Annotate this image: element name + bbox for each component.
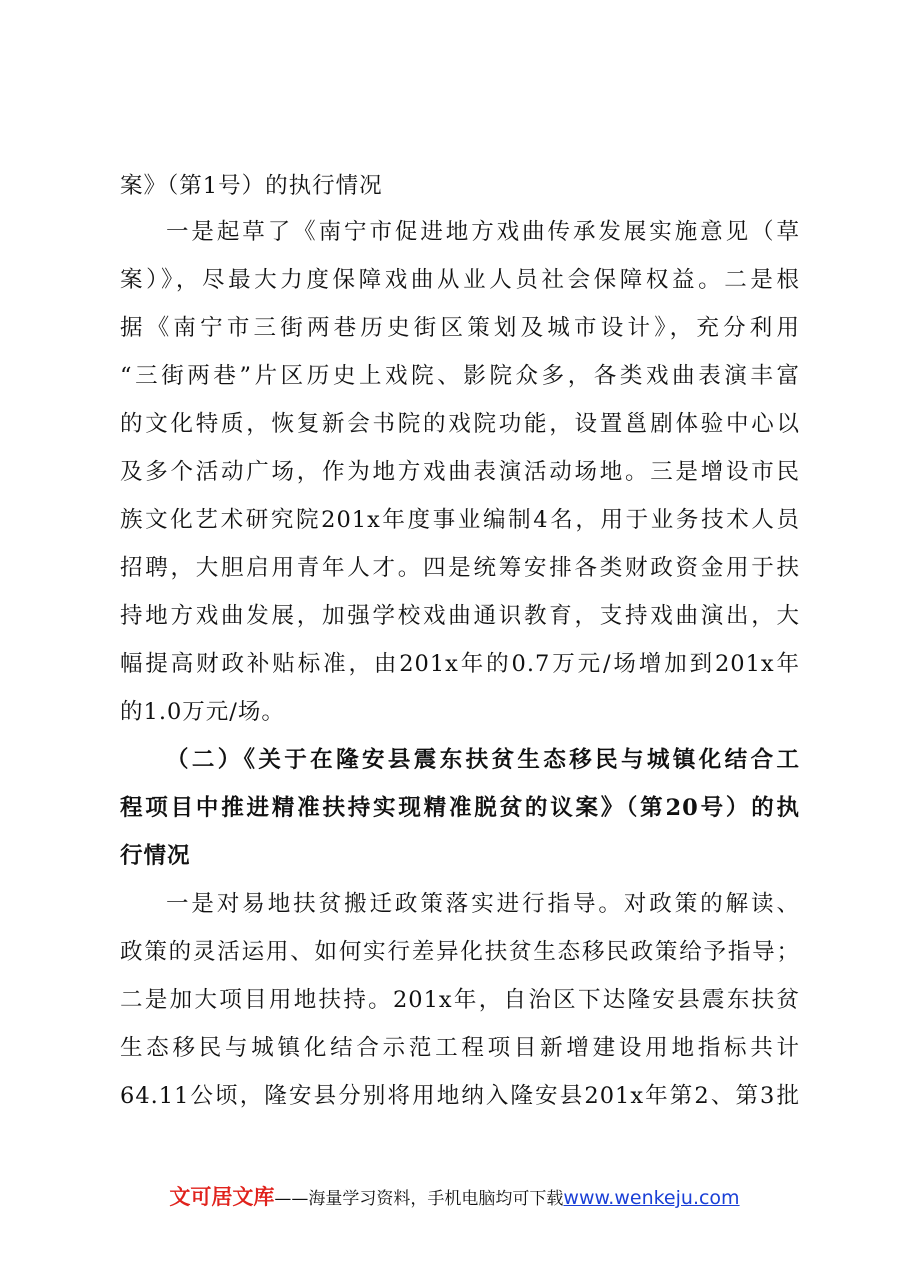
text-line-17: 政策的灵活运用、如何实行差异化扶贫生态移民政策给予指导； (120, 939, 800, 965)
footer-link[interactable]: www.wenkeju.com (563, 1187, 740, 1209)
text-line-11: 幅提高财政补贴标准，由201x年的0.7万元/场增加到201x年 (120, 651, 800, 677)
text-line-16: 一是对易地扶贫搬迁政策落实进行指导。对政策的解读、 (166, 891, 800, 917)
text-line-10: 持地方戏曲发展，加强学校戏曲通识教育，支持戏曲演出，大 (120, 603, 800, 629)
text-line-20: 64.11公顷，隆安县分别将用地纳入隆安县201x年第2、第3批 (120, 1083, 800, 1109)
footer-banner (0, 1181, 909, 1211)
text-line-4: 据《南宁市三街两巷历史街区策划及城市设计》，充分利用 (120, 315, 800, 341)
text-line-3: 案）》，尽最大力度保障戏曲从业人员社会保障权益。二是根 (120, 267, 800, 293)
text-line-1: 案》（第1号）的执行情况 (120, 173, 383, 199)
text-line-7: 及多个活动广场，作为地方戏曲表演活动场地。三是增设市民 (120, 459, 800, 485)
text-line-19: 生态移民与城镇化结合示范工程项目新增建设用地指标共计 (120, 1035, 800, 1061)
section-heading-line-2: 程项目中推进精准扶持实现精准脱贫的议案》（第20号）的执 (120, 795, 800, 821)
text-line-8: 族文化艺术研究院201x年度事业编制4名，用于业务技术人员 (120, 507, 800, 533)
text-line-9: 招聘，大胆启用青年人才。四是统筹安排各类财政资金用于扶 (120, 555, 800, 581)
text-line-18: 二是加大项目用地扶持。201x年，自治区下达隆安县震东扶贫 (120, 987, 800, 1013)
text-line-2: 一是起草了《南宁市促进地方戏曲传承发展实施意见（草 (166, 219, 800, 245)
section-heading-line-1: （二）《关于在隆安县震东扶贫生态移民与城镇化结合工 (166, 747, 800, 773)
footer-brand: 文可居文库 (169, 1185, 275, 1209)
text-line-6: 的文化特质，恢复新会书院的戏院功能，设置邕剧体验中心以 (120, 411, 800, 437)
text-line-5: “三街两巷”片区历史上戏院、影院众多，各类戏曲表演丰富 (120, 363, 800, 389)
section-heading-line-3: 行情况 (120, 843, 191, 869)
footer-tagline: ——海量学习资料，手机电脑均可下载 (274, 1189, 564, 1209)
text-line-12: 的1.0万元/场。 (120, 699, 285, 725)
